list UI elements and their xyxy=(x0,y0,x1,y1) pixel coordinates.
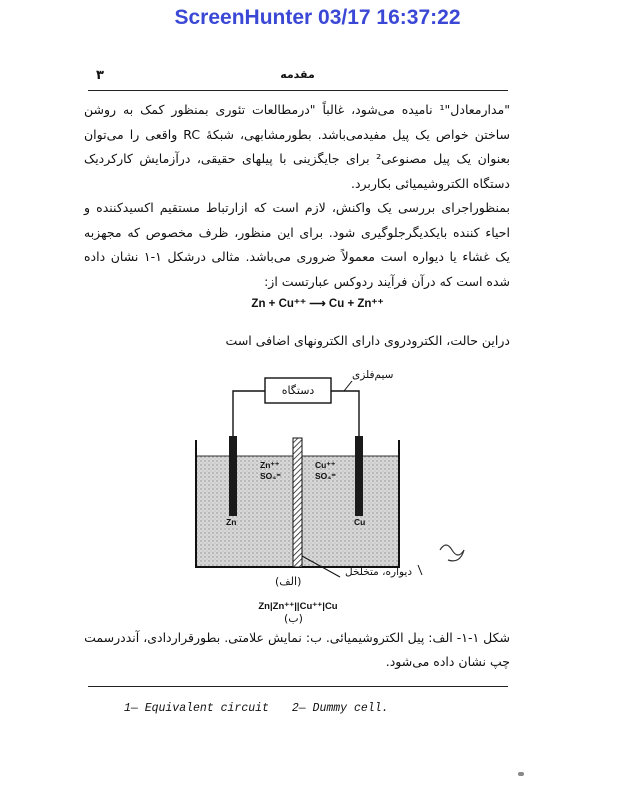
figure-sub-a: (الف) xyxy=(275,575,302,588)
page-number: ۳ xyxy=(96,68,104,83)
handwritten-signature xyxy=(440,545,464,561)
left-ion-zn: Zn⁺⁺ xyxy=(260,460,280,470)
zinc-label: Zn xyxy=(226,517,237,527)
right-ion-cu: Cu⁺⁺ xyxy=(315,460,336,470)
cell-notation: Zn|Zn⁺⁺||Cu⁺⁺|Cu xyxy=(258,601,338,612)
wire-left xyxy=(233,391,265,436)
zinc-electrode xyxy=(229,436,237,516)
footnote-1: 1— Equivalent circuit xyxy=(124,702,269,715)
wire-label: سیم‌فلزی xyxy=(352,369,394,381)
screenhunter-watermark: ScreenHunter 03/17 16:37:22 xyxy=(174,6,461,29)
sentence-after-equation: دراین حالت، الکترودروی دارای الکترونهای اضافی است xyxy=(225,333,510,348)
footnote-rule xyxy=(88,686,508,687)
copper-electrode xyxy=(355,436,363,516)
device-label: دستگاه xyxy=(281,384,315,397)
scan-speck xyxy=(518,772,524,776)
porous-wall xyxy=(293,438,302,567)
copper-label: Cu xyxy=(354,517,366,527)
footnote-2: 2— Dummy cell. xyxy=(291,702,389,715)
handwritten-mark xyxy=(418,565,422,575)
figure-sub-b: (ب) xyxy=(284,612,303,625)
left-ion-so4: SO₄⁼ xyxy=(260,471,281,481)
footnotes xyxy=(124,702,404,715)
figure-caption: شکل ۱-۱- الف: پیل الکتروشیمیائی. ب: نمایش علامتی. بطورقراردادی، آنددرسمت چپ نشان داده می‌شود. xyxy=(84,630,510,669)
chapter-title: مقدمه xyxy=(280,68,315,81)
right-ion-so4: SO₄⁼ xyxy=(315,471,336,481)
paragraph-2: بمنظوراجرای بررسی یک واکنش، لازم است که ازارتباط مستقیم اکسیدکننده و احیاء کننده بایکدیگرجلوگیری شود. برای این منظور، ظرف مخصوص که مجهزبه یک غشاء یا دیواره است معمولاً ضروری می‌باشد. مثالی درشکل ۱-۱ نشان داده شده است که درآن فرآیند ردوکس عبارتست از: xyxy=(84,200,510,289)
paragraph-1: "مدارمعادل"¹ نامیده می‌شود، غالباً "درمطالعات تئوری بمنظور کمک به روشن ساختن خواص یک پیل مفیدمی‌باشد. بطورمشابهی، شبکهٔ RC واقعی را می‌توان بعنوان یک پیل مصنوعی² برای جایگزینی با پیلهای حقیقی، درآزمایش کارکردیک دستگاه الکتروشیمیائی بکاربرد. xyxy=(84,102,511,191)
wall-label: دیواره، متخلخل xyxy=(345,566,413,578)
redox-equation: Zn + Cu⁺⁺ ⟶ Cu + Zn⁺⁺ xyxy=(251,298,384,310)
wire-label-leader xyxy=(344,381,352,391)
wire-right xyxy=(331,391,359,436)
